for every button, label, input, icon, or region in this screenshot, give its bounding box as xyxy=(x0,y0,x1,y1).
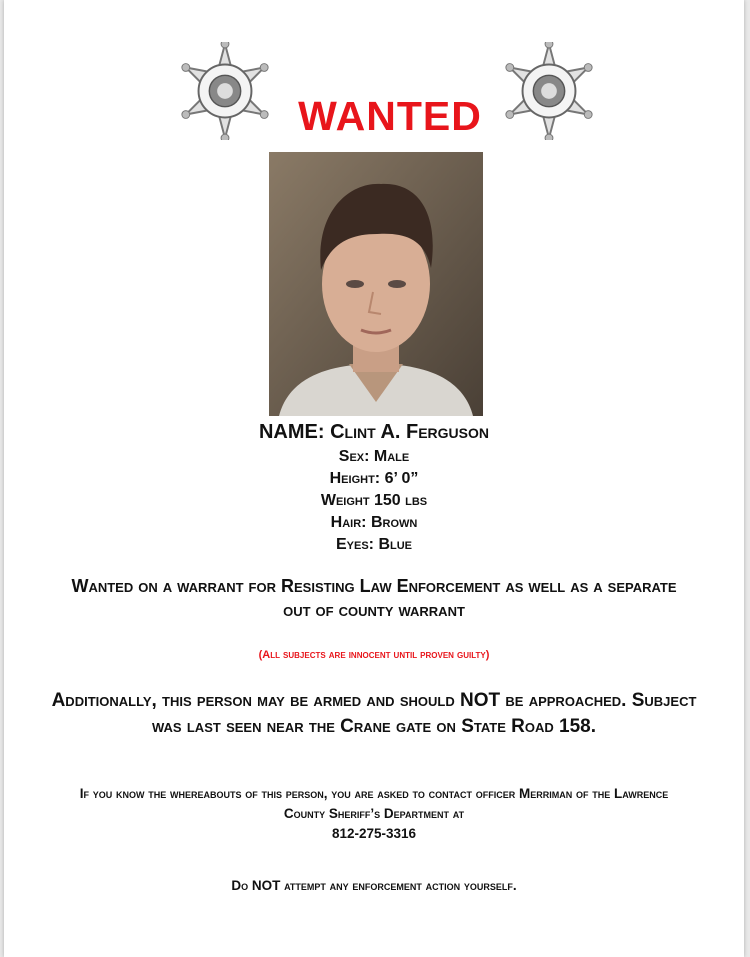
attribute-sex: Sex: Male xyxy=(338,448,410,465)
innocence-disclaimer: (All subjects are innocent until proven guilty) xyxy=(258,649,490,661)
suspect-attributes xyxy=(4,446,744,556)
suspect-photo xyxy=(269,152,483,416)
contact-text: If you know the whereabouts of this person, you are asked to contact officer Merriman of the Lawrence County Sheriff’s Department at xyxy=(79,786,669,821)
attribute-height: Height: 6’ 0” xyxy=(329,470,419,487)
attribute-eyes: Eyes: Blue xyxy=(335,536,412,553)
attribute-weight: Weight 150 lbs xyxy=(320,492,428,509)
warrant-text: Wanted on a warrant for Resisting Law Enforcement as well as a separate out of county warrant xyxy=(71,576,677,620)
attribute-hair: Hair: Brown xyxy=(330,514,418,531)
contact-phone: 812-275-3316 xyxy=(331,826,417,841)
caution-text: Additionally, this person may be armed and should NOT be approached. Subject was last seen near the Crane gate on State Road 158. xyxy=(51,690,697,737)
wanted-poster xyxy=(4,0,744,957)
sheriff-badge-left-icon xyxy=(176,42,274,140)
suspect-name: NAME: Clint A. Ferguson xyxy=(258,421,490,443)
poster-title: WANTED xyxy=(298,93,482,139)
no-action-warning: Do NOT attempt any enforcement action yourself. xyxy=(231,878,517,893)
contact-info xyxy=(4,784,744,844)
sheriff-badge-right-icon xyxy=(500,42,598,140)
